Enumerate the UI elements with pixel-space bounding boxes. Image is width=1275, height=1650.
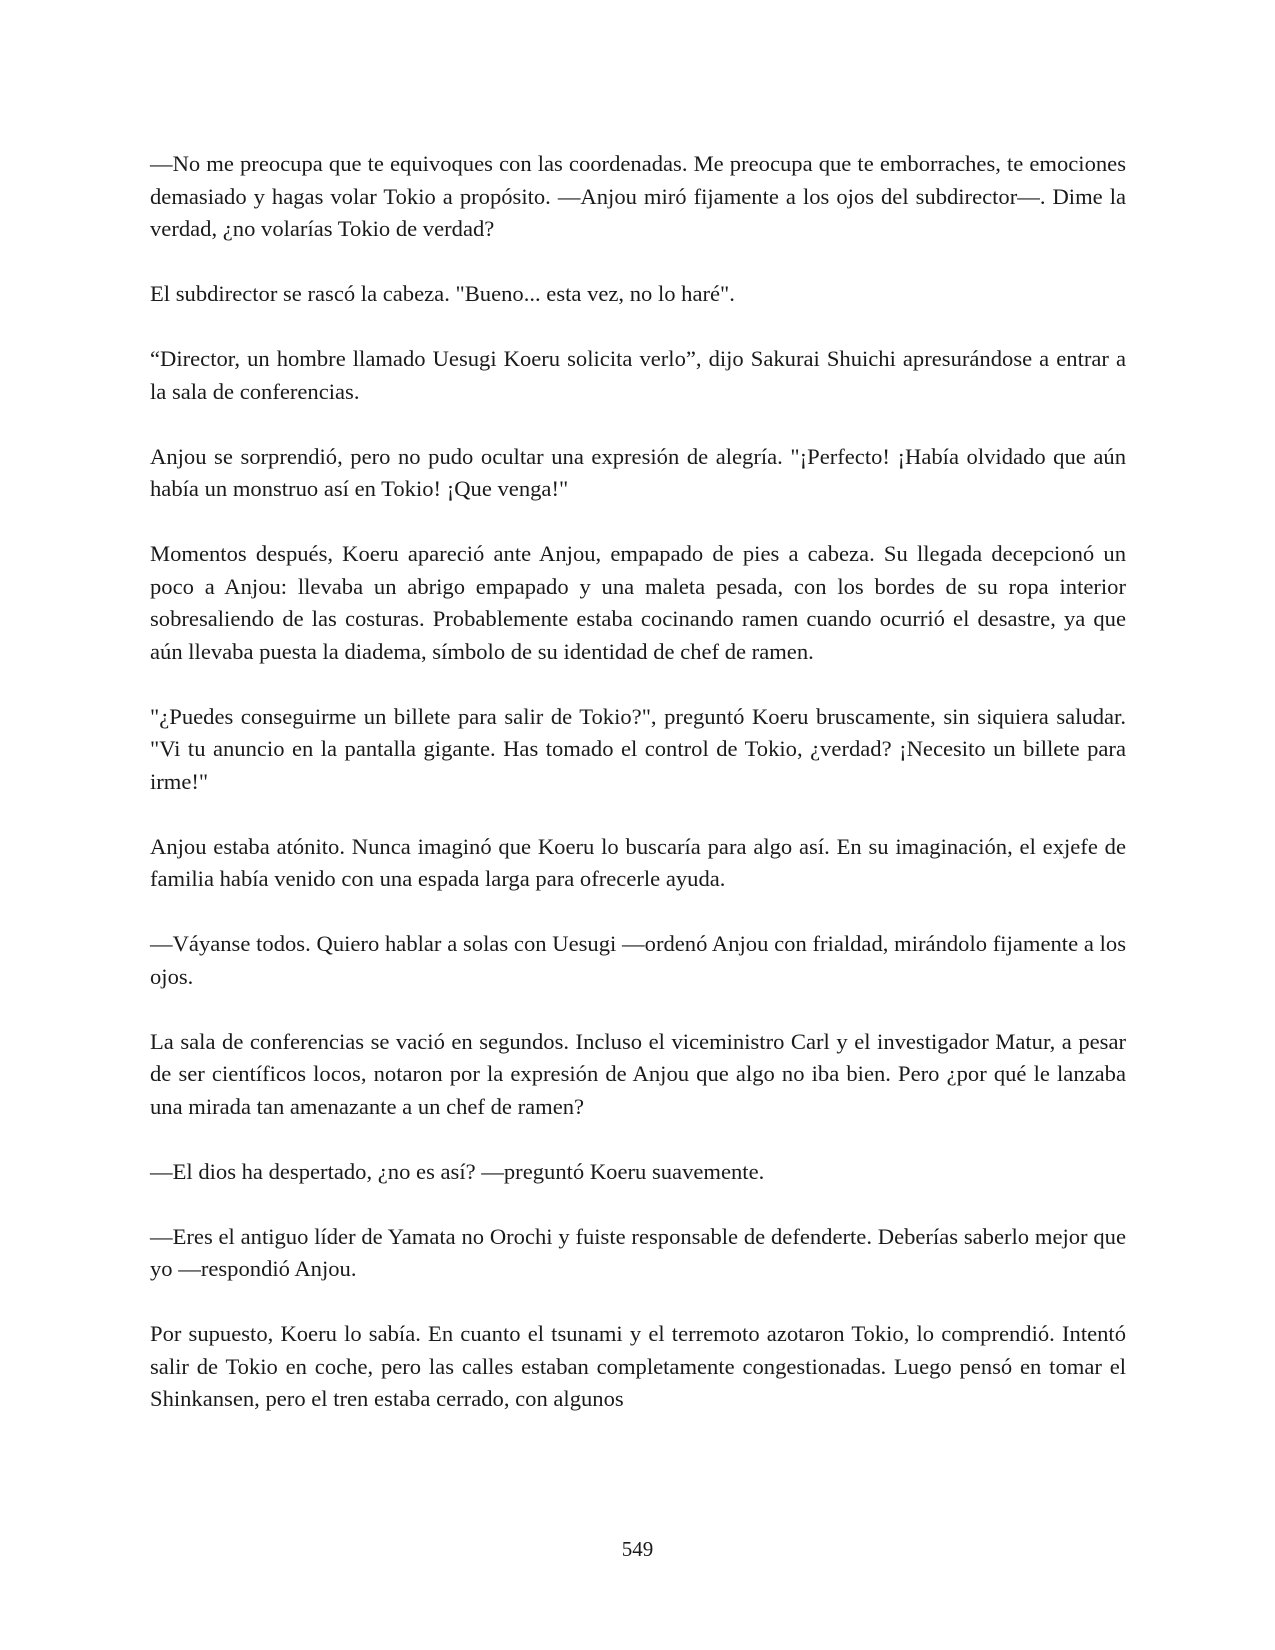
paragraph-10: —El dios ha despertado, ¿no es así? —preguntó Koeru suavemente. — [150, 1158, 765, 1184]
paragraph-2: El subdirector se rascó la cabeza. "Bueno... esta vez, no lo haré". — [150, 281, 735, 306]
paragraph-11: —Eres el antiguo líder de Yamata no Orochi y fuiste responsable de defenderte. Deberías saberlo mejor que yo —respondió Anjou. — [150, 1223, 1126, 1281]
page-number: 549 — [621, 1537, 654, 1561]
paragraph-8: —Váyanse todos. Quiero hablar a solas con Uesugi —ordenó Anjou con frialdad, mirándolo fijamente a los ojos. — [150, 931, 1126, 989]
paragraph-6: "¿Puedes conseguirme un billete para salir de Tokio?", preguntó Koeru bruscamente, sin siquiera saludar. "Vi tu anuncio en la pantalla gigante. Has tomado el control de Tokio, ¿verdad? ¡Necesito un billete para irme!" — [150, 703, 1126, 794]
body-text — [150, 148, 1126, 1448]
paragraph-9: La sala de conferencias se vació en segundos. Incluso el viceministro Carl y el investigador Matur, a pesar de ser científicos locos, notaron por la expresión de Anjou que algo no iba bien. Pero ¿por qué le lanzaba una mirada tan amenazante a un chef de ramen? — [150, 1028, 1126, 1119]
paragraph-4: Anjou se sorprendió, pero no pudo ocultar una expresión de alegría. "¡Perfecto! ¡Había olvidado que aún había un monstruo así en Tokio! ¡Que venga!" — [150, 443, 1126, 501]
paragraph-1: —No me preocupa que te equivoques con las coordenadas. Me preocupa que te emborraches, te emociones demasiado y hagas volar Tokio a propósito. —Anjou miró fijamente a los ojos del subdirector—. Dime la verdad, ¿no volarías Tokio de verdad? — [150, 151, 1126, 241]
paragraph-3: “Director, un hombre llamado Uesugi Koeru solicita verlo”, dijo Sakurai Shuichi apresurándose a entrar a la sala de conferencias. — [150, 346, 1126, 404]
paragraph-7: Anjou estaba atónito. Nunca imaginó que Koeru lo buscaría para algo así. En su imaginación, el exjefe de familia había venido con una espada larga para ofrecerle ayuda. — [150, 833, 1126, 891]
paragraph-5: Momentos después, Koeru apareció ante Anjou, empapado de pies a cabeza. Su llegada decepcionó un poco a Anjou: llevaba un abrigo empapado y una maleta pesada, con los bordes de su ropa interior sobresaliendo de las costuras. Probablemente estaba cocinando ramen cuando ocurrió el desastre, ya que aún llevaba puesta la diadema, símbolo de su identidad de chef de ramen. — [150, 541, 1126, 664]
paragraph-12: Por supuesto, Koeru lo sabía. En cuanto el tsunami y el terremoto azotaron Tokio, lo comprendió. Intentó salir de Tokio en coche, pero las calles estaban completamente congestionadas. Luego pensó en tomar el Shinkansen, pero el tren estaba cerrado, con algunos — [150, 1321, 1126, 1411]
